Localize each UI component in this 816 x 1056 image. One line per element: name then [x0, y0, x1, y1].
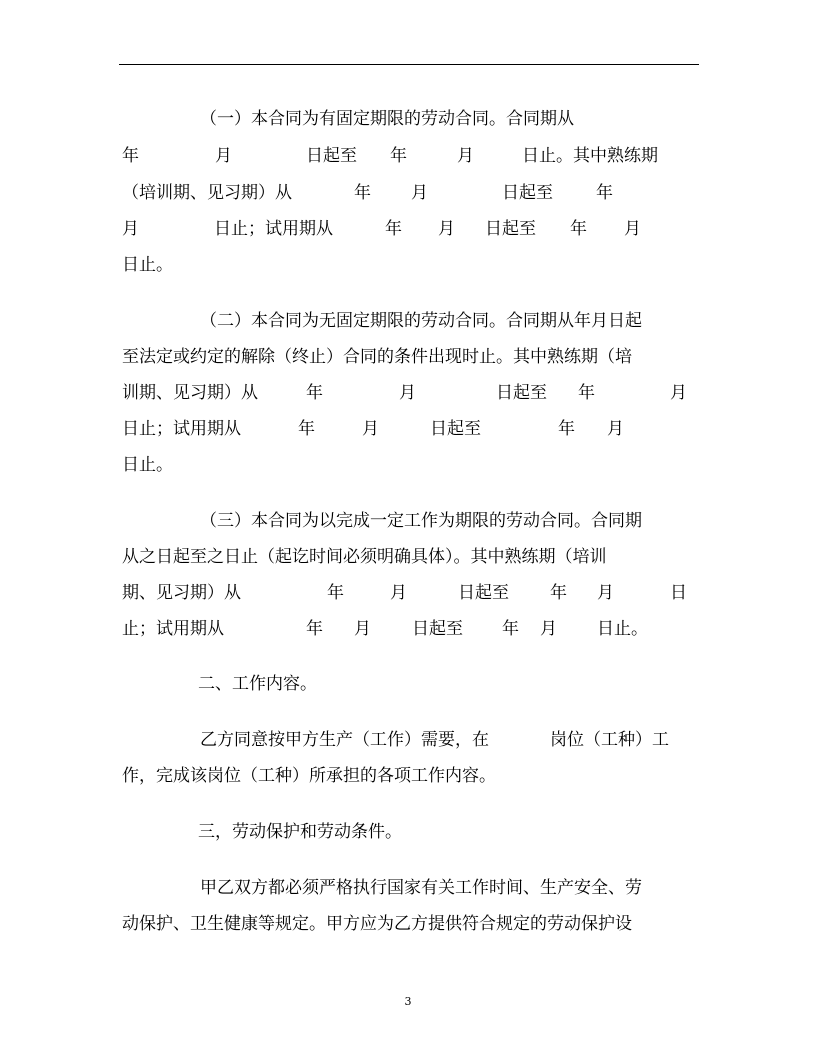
- text-segment: 从之日起至之日止（起讫时间必须明确具体）。其中熟练期（培训: [122, 547, 607, 567]
- text-segment: 日止；试用期从: [122, 419, 241, 439]
- text-segment: 月: [670, 383, 687, 403]
- text-line: [0, 763, 816, 789]
- text-segment: （一）本合同为有固定期限的劳动合同。合同期从: [200, 109, 574, 129]
- text-line: [0, 416, 816, 442]
- text-line: [0, 380, 816, 406]
- text-segment: 日起至: [430, 419, 481, 439]
- text-line: [0, 616, 816, 642]
- text-segment: 日起至: [412, 619, 463, 639]
- text-line: [0, 580, 816, 606]
- text-segment: 日起至: [496, 383, 547, 403]
- text-segment: 日起至: [485, 219, 536, 239]
- text-segment: 日起至: [306, 146, 357, 166]
- text-segment: 月: [354, 619, 371, 639]
- text-segment: 月: [597, 583, 614, 603]
- text-segment: 年: [306, 383, 323, 403]
- text-segment: 年: [558, 419, 575, 439]
- text-segment: 日止；试用期从: [214, 219, 333, 239]
- text-segment: 年: [298, 419, 315, 439]
- text-segment: 年: [327, 583, 344, 603]
- text-line: [0, 143, 816, 169]
- text-segment: 月: [390, 583, 407, 603]
- text-segment: 日起至: [502, 183, 553, 203]
- text-segment: 日止。: [122, 255, 173, 275]
- text-segment: 年: [385, 219, 402, 239]
- text-segment: 日止。: [597, 619, 648, 639]
- text-line: [0, 819, 816, 845]
- text-segment: 月: [362, 419, 379, 439]
- text-segment: 月: [607, 419, 624, 439]
- text-segment: 月: [457, 146, 474, 166]
- text-segment: 年: [390, 146, 407, 166]
- text-segment: 年: [570, 219, 587, 239]
- text-segment: 月: [624, 219, 641, 239]
- text-line: [0, 180, 816, 206]
- text-segment: 月: [122, 219, 139, 239]
- text-segment: 月: [411, 183, 428, 203]
- text-segment: 月: [399, 383, 416, 403]
- text-line: [0, 727, 816, 753]
- text-segment: 年: [122, 146, 139, 166]
- text-segment: 作，完成该岗位（工种）所承担的各项工作内容。: [122, 766, 496, 786]
- text-line: [0, 452, 816, 478]
- text-line: [0, 344, 816, 370]
- text-line: [0, 308, 816, 334]
- text-line: [0, 671, 816, 697]
- text-line: [0, 508, 816, 534]
- text-segment: 月: [215, 146, 232, 166]
- text-segment: 年: [578, 383, 595, 403]
- text-segment: 动保护、卫生健康等规定。甲方应为乙方提供符合规定的劳动保护设: [122, 914, 632, 934]
- text-line: [0, 106, 816, 132]
- text-segment: 乙方同意按甲方生产（工作）需要，在: [200, 730, 489, 750]
- text-segment: 日止。: [122, 455, 173, 475]
- text-segment: 月: [540, 619, 557, 639]
- text-segment: 三，劳动保护和劳动条件。: [198, 822, 402, 842]
- text-segment: 日: [670, 583, 687, 603]
- text-segment: （培训期、见习期）从: [122, 183, 292, 203]
- text-segment: 期、见习期）从: [122, 583, 241, 603]
- text-segment: 训期、见习期）从: [122, 383, 258, 403]
- text-segment: 年: [550, 583, 567, 603]
- text-line: [0, 216, 816, 242]
- text-segment: 至法定或约定的解除（终止）合同的条件出现时止。其中熟练期（培: [122, 347, 632, 367]
- text-line: [0, 911, 816, 937]
- text-segment: 止；试用期从: [122, 619, 224, 639]
- text-segment: 日止。其中熟练期: [522, 146, 658, 166]
- text-line: [0, 544, 816, 570]
- text-line: [0, 252, 816, 278]
- page-number: 3: [404, 995, 412, 1008]
- text-segment: （三）本合同为以完成一定工作为期限的劳动合同。合同期: [200, 511, 642, 531]
- text-segment: 年: [502, 619, 519, 639]
- text-segment: 甲乙双方都必须严格执行国家有关工作时间、生产安全、劳: [200, 878, 642, 898]
- text-segment: 年: [354, 183, 371, 203]
- text-segment: 年: [596, 183, 613, 203]
- text-segment: 日起至: [458, 583, 509, 603]
- text-segment: 二、工作内容。: [198, 674, 317, 694]
- text-segment: （二）本合同为无固定期限的劳动合同。合同期从年月日起: [200, 311, 642, 331]
- text-segment: 岗位（工种）工: [550, 730, 669, 750]
- header-rule: [119, 64, 699, 65]
- text-line: [0, 875, 816, 901]
- text-segment: 月: [438, 219, 455, 239]
- text-segment: 年: [306, 619, 323, 639]
